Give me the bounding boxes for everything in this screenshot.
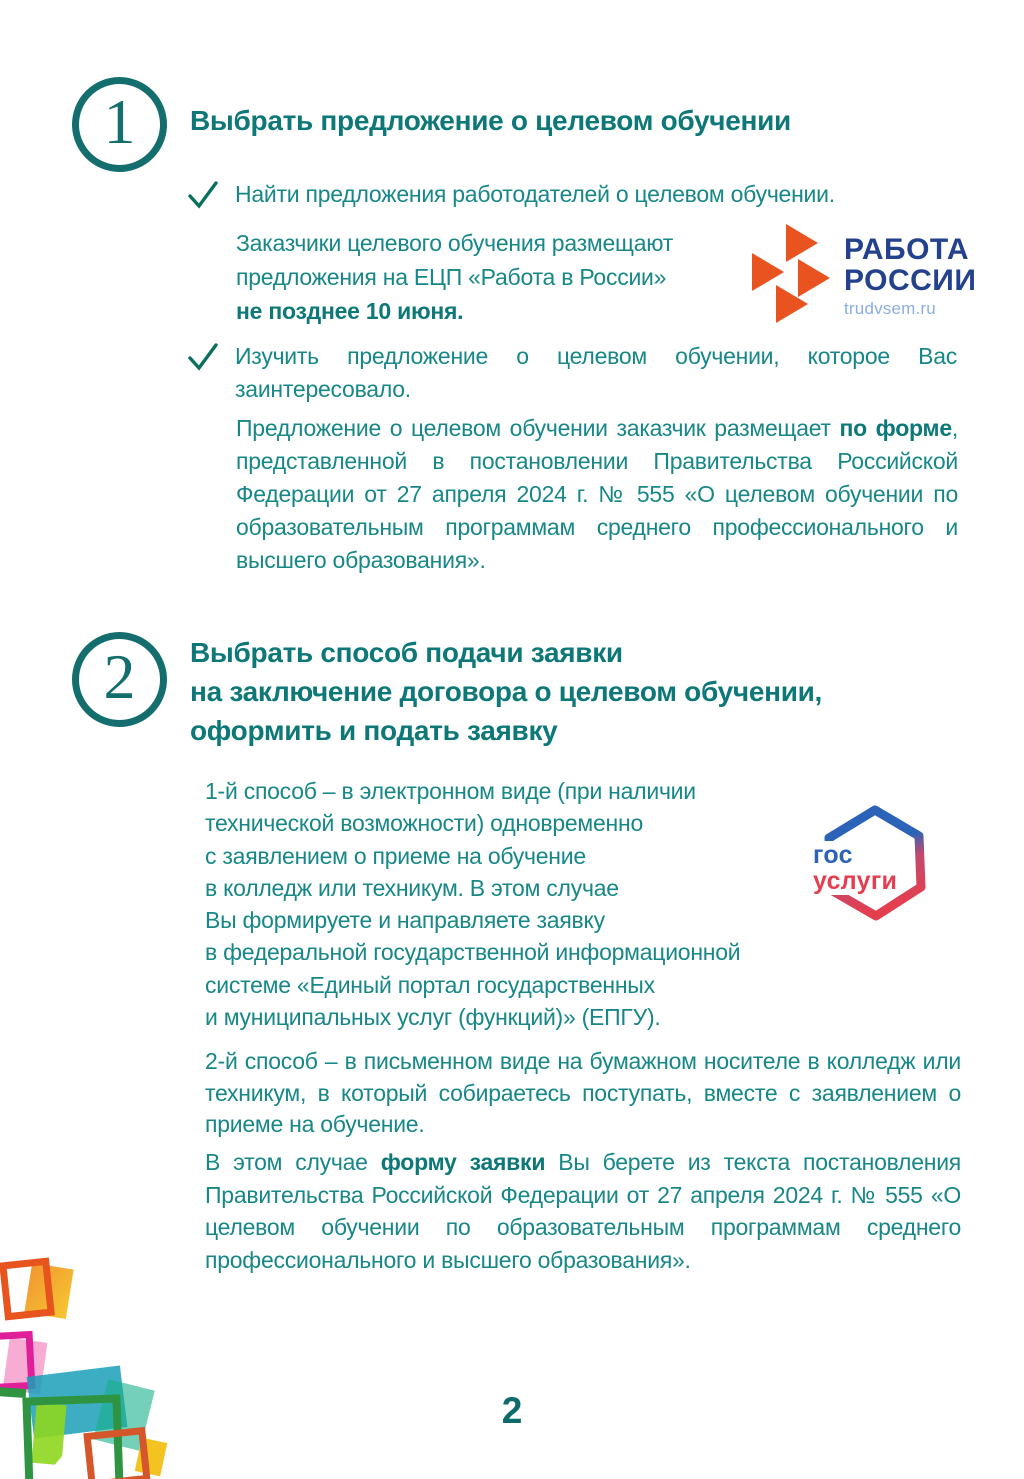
paragraph-line: в федеральной государственной информационной	[205, 939, 741, 966]
paragraph-line: 1-й способ – в электронном виде (при наличии	[205, 778, 696, 804]
check-icon	[188, 181, 218, 209]
triangle-icon	[776, 285, 808, 323]
paragraph-text: , представленной в постановлении Правительства Российской Федерации от 27 апреля 2024 г. № 555 «О целевом обучении по образовательным программам среднего профессионального и высшего образования».	[236, 415, 958, 573]
gosuslugi-wordmark	[810, 841, 900, 895]
paragraph-line: Вы формируете и направляете заявку	[205, 907, 605, 934]
gosuslugi-line2: услуги	[813, 867, 898, 895]
paragraph-line: Заказчики целевого обучения размещают	[236, 230, 674, 256]
paragraph-line: системе «Единый портал государственных	[205, 971, 655, 998]
step-2-title-line: на заключение договора о целевом обучении,	[190, 676, 823, 707]
paragraph-text: Вы берете из текста постановления Правительства Российской Федерации от 27 апреля 2024 г. № 555 «О целевом обучении по образовательным программам среднего профессионального и высшего образования».	[205, 1149, 962, 1273]
paragraph-line: и муниципальных услуг (функций)» (ЕПГУ).	[205, 1004, 661, 1031]
step-1-badge	[72, 77, 167, 172]
emphasis-formu-zayavki: форму заявки	[380, 1149, 546, 1175]
deadline-text: не позднее 10 июня.	[236, 298, 464, 324]
paragraph-application-form	[205, 1146, 961, 1276]
paragraph-way-1-electronic	[205, 775, 740, 1033]
rabota-rossii-wordmark	[844, 234, 976, 319]
gosuslugi-logo	[812, 803, 932, 923]
rabota-rossii-url: trudvsem.ru	[844, 299, 936, 318]
triangle-icon	[786, 224, 818, 262]
rabota-rossii-line2: РОССИИ	[844, 264, 977, 297]
step-1-title: Выбрать предложение о целевом обучении	[190, 105, 791, 136]
step-1-number: 1	[103, 85, 136, 157]
paragraph-line: с заявлением о приеме на обучение	[205, 842, 586, 869]
paragraph-line: технической возможности) одновременно	[205, 810, 643, 837]
step-2-number: 2	[103, 640, 136, 712]
check-icon	[188, 343, 218, 371]
paragraph-offer-form	[236, 412, 958, 577]
check-item-text: Найти предложения работодателей о целевом обучении.	[235, 181, 835, 207]
paragraph-line: в колледж или техникум. В этом случае	[205, 874, 619, 901]
check-item-study-offer	[188, 340, 957, 406]
gosuslugi-line1: гос	[813, 841, 853, 869]
check-item-text: Изучить предложение о целевом обучении, которое Вас заинтересовало.	[235, 343, 957, 402]
paragraph-way-2-paper: 2-й способ – в письменном виде на бумажном носителе в колледж или техникум, в который собираетесь поступать, вместе с заявлением о приеме на обучение.	[205, 1048, 961, 1137]
decor-square	[83, 1427, 150, 1479]
decor-square	[0, 1258, 55, 1321]
rabota-rossii-line1: РАБОТА	[844, 233, 970, 266]
step-2-title	[190, 633, 822, 750]
step-2-title-line: оформить и подать заявку	[190, 715, 558, 746]
check-item-find-offers	[188, 178, 975, 211]
page-number: 2	[501, 1390, 523, 1431]
paragraph-customers-place-offers	[236, 226, 673, 328]
rabota-rossii-arrows-icon	[750, 222, 836, 324]
paragraph-line: предложения на ЕЦП «Работа в России»	[236, 264, 667, 290]
emphasis-po-forme: по форме	[839, 415, 952, 441]
step-2-title-line: Выбрать способ подачи заявки	[190, 637, 623, 668]
rabota-rossii-logo	[750, 222, 977, 324]
step-2-badge	[72, 632, 167, 727]
paragraph-text: Предложение о целевом обучении заказчик размещает	[236, 415, 840, 441]
paragraph-text: В этом случае	[205, 1149, 381, 1175]
